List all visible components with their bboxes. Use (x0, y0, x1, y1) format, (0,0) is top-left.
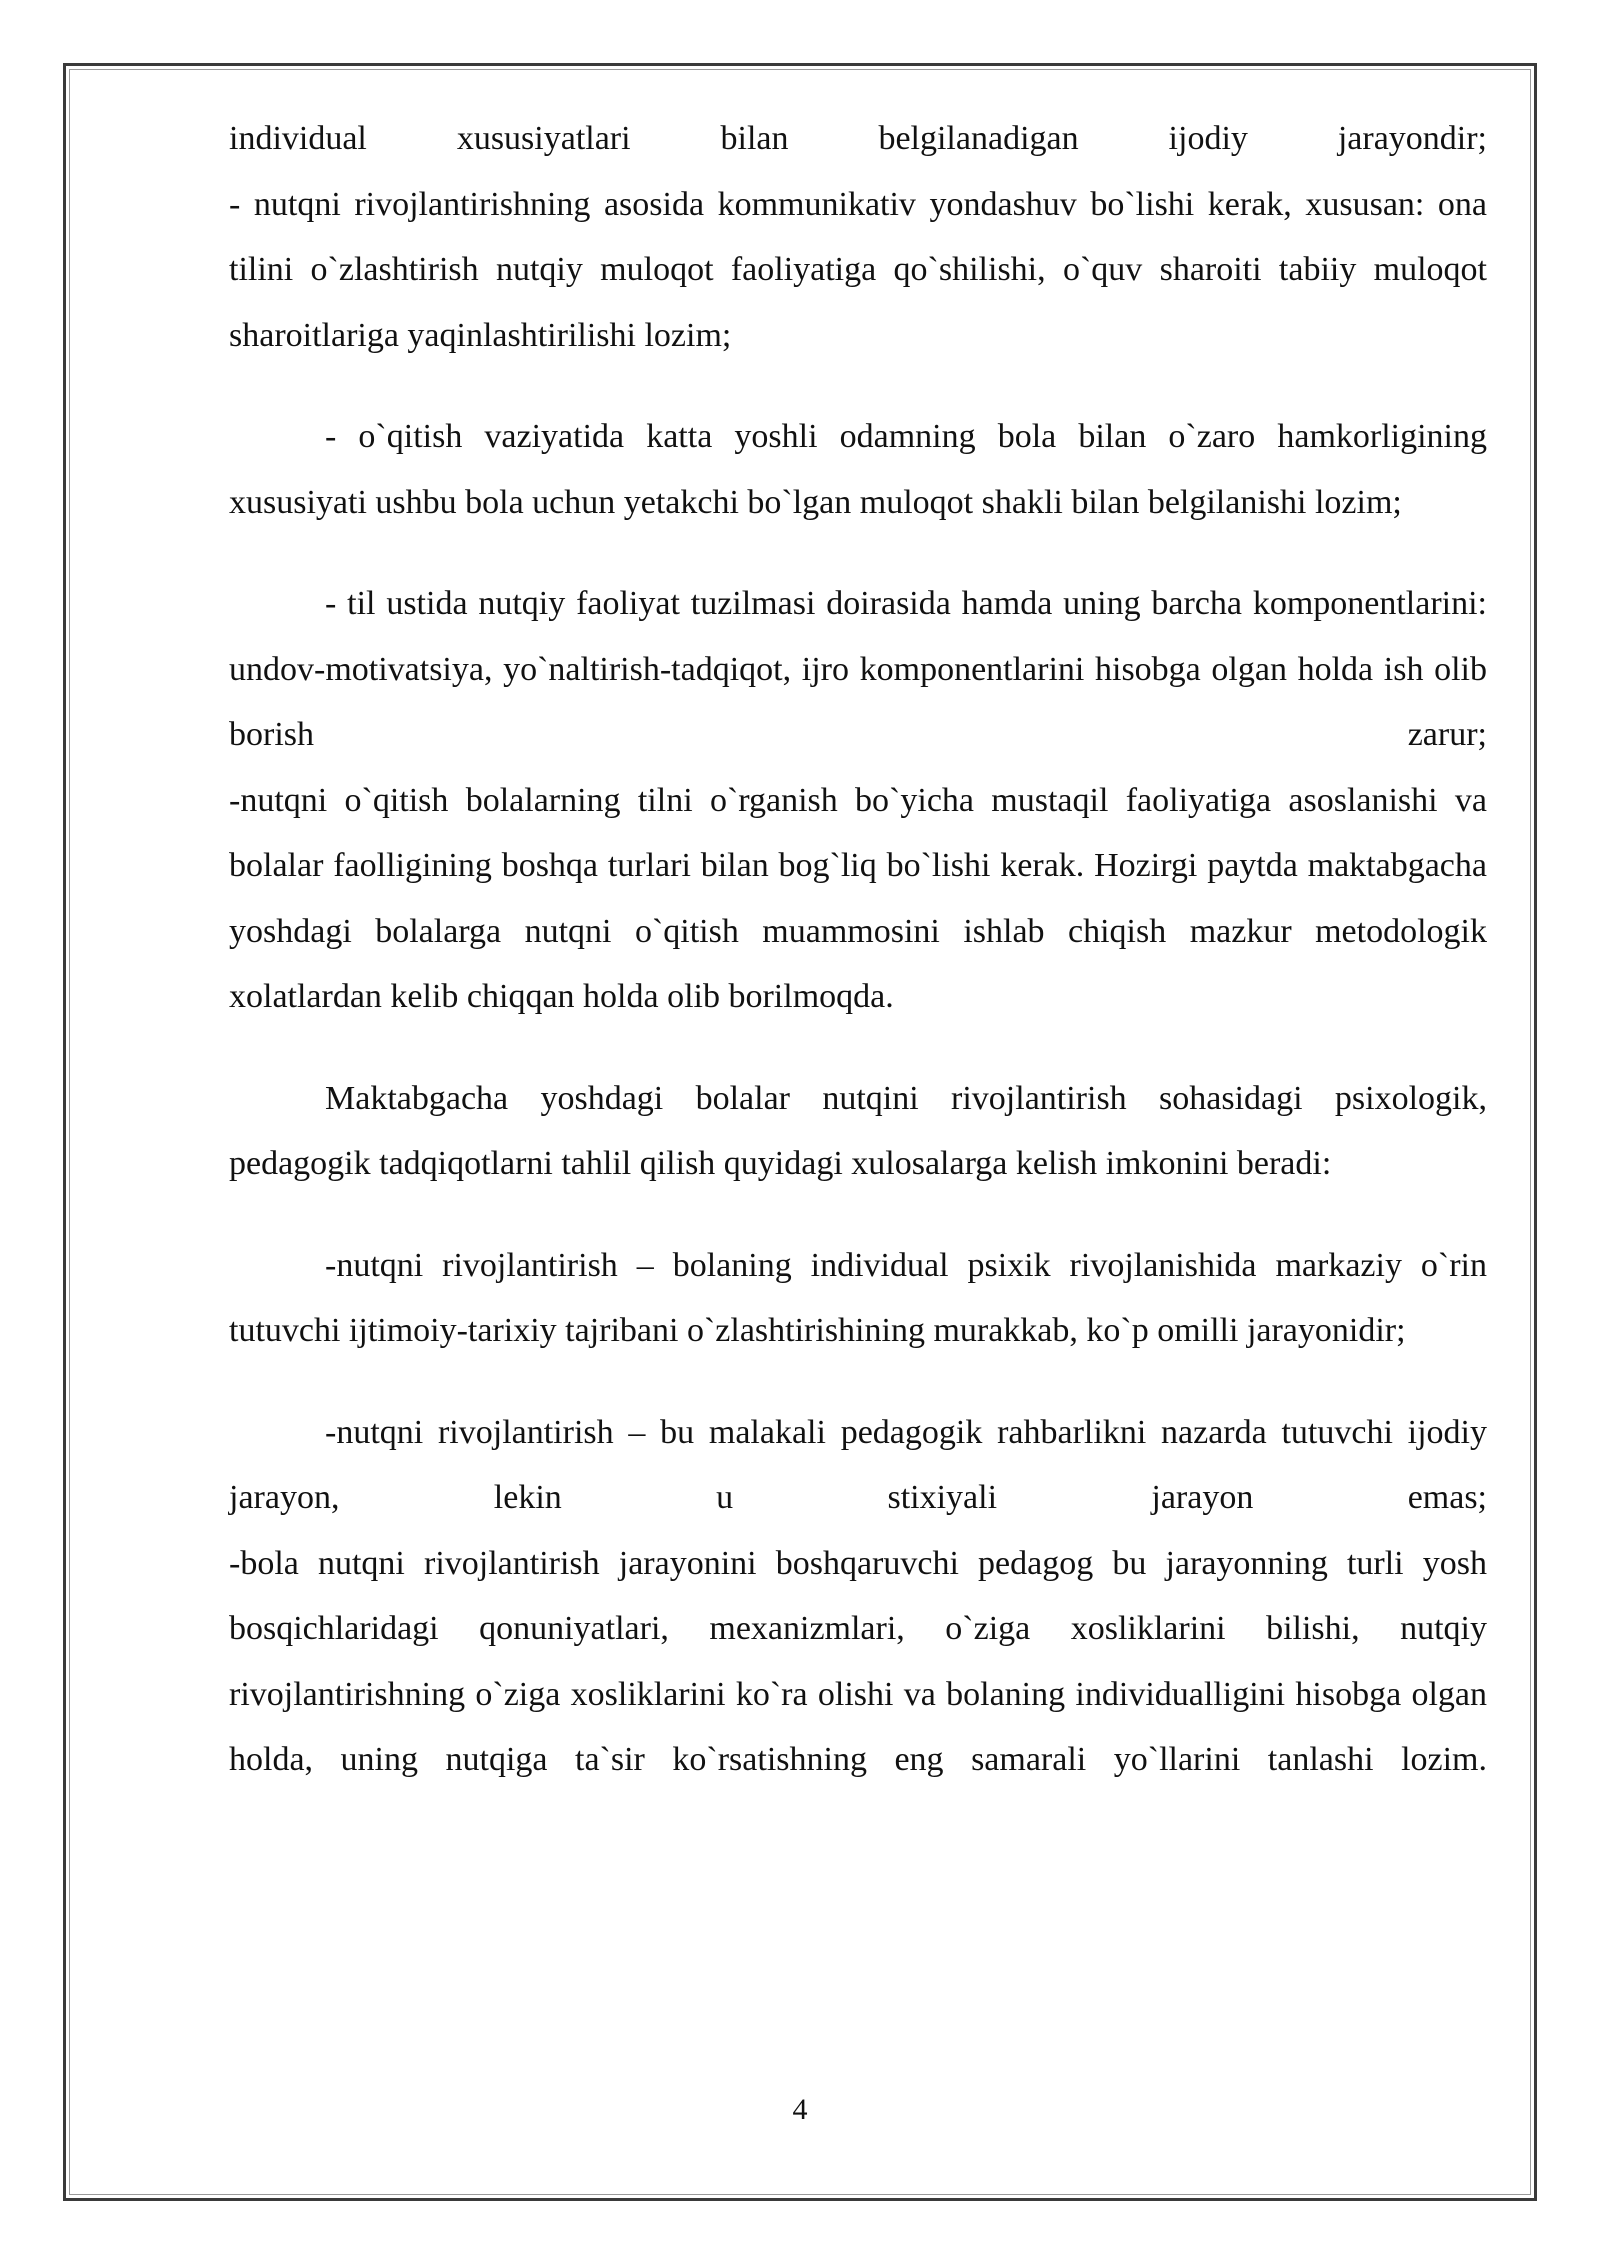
document-body (229, 106, 1487, 1793)
paragraph-research-analysis: Maktabgacha yoshdagi bolalar nutqini rivojlantirish sohasidagi psixologik, pedagogik tadqiqotlarni tahlil qilish quyidagi xulosalarga kelish imkonini beradi: (229, 1079, 1487, 1182)
paragraph-adult-child-cooperation: - o`qitish vaziyatida katta yoshli odamning bola bilan o`zaro hamkorligining xususiyati ushbu bola uchun yetakchi bo`lgan muloqot shakli bilan belgilanishi lozim; (229, 418, 1487, 521)
paragraph-independent-activity: -nutqni o`qitish bolalarning tilni o`rganish bo`yicha mustaqil faoliyatiga asoslanishi va bolalar faolligining boshqa turlari bilan bog`liq bo`lishi kerak. Hozirgi paytda maktabgacha yoshdagi bolalarga nutqni o`qitish muammosini ishlab chiqish mazkur metodologik xolatlardan kelib chiqqan holda olib borilmoqda. (229, 781, 1487, 1015)
paragraph-complex-process: -nutqni rivojlantirish – bolaning individual psixik rivojlanishida markaziy o`rin tutuvchi ijtimoiy-tarixiy tajribani o`zlashtirishining murakkab, ko`p omilli jarayonidir; (229, 1246, 1487, 1349)
paragraph-pedagogue-role: -bola nutqni rivojlantirish jarayonini boshqaruvchi pedagog bu jarayonning turli yosh bosqichlaridagi qonuniyatlari, mexanizmlari, o`ziga xosliklarini bilishi, nutqiy rivojlantirishning o`ziga xosliklarini ko`ra olishi va bolaning individualligini hisobga olgan holda, uning nutqiga ta`sir ko`rsatishning eng samarali yo`llarini tanlashi lozim. (229, 1544, 1487, 1778)
paragraph-continuation: individual xususiyatlari bilan belgilanadigan ijodiy jarayondir; (229, 120, 1487, 157)
paragraph-creative-process: -nutqni rivojlantirish – bu malakali pedagogik rahbarlikni nazarda tutuvchi ijodiy jarayon, lekin u stixiyali jarayon emas; (229, 1413, 1487, 1516)
paragraph-communicative-approach: - nutqni rivojlantirishning asosida kommunikativ yondashuv bo`lishi kerak, xususan: ona tilini o`zlashtirish nutqiy muloqot faoliyatiga qo`shilishi, o`quv sharoiti tabiiy muloqot sharoitlariga yaqinlashtirilishi lozim; (229, 185, 1487, 354)
paragraph-speech-activity-structure: - til ustida nutqiy faoliyat tuzilmasi doirasida hamda uning barcha komponentlarini: undov-motivatsiya, yo`naltirish-tadqiqot, ijro komponentlarini hisobga olgan holda ish olib borish zarur; (229, 585, 1487, 753)
page-number: 4 (792, 2093, 808, 2126)
